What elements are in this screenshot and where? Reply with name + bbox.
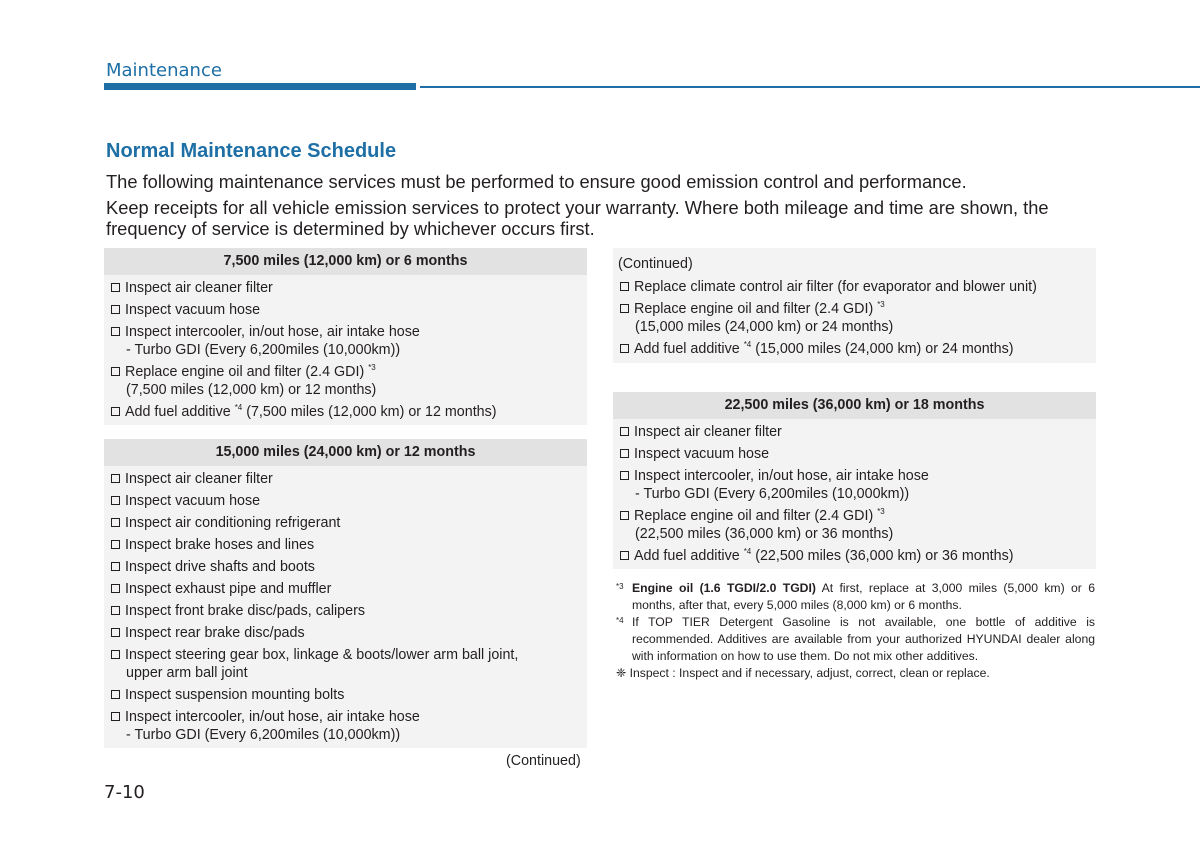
checkbox-icon [111, 606, 120, 615]
checkbox-icon [111, 474, 120, 483]
header-title: Maintenance [106, 60, 222, 81]
continued-heading: (Continued) [618, 256, 693, 272]
block-heading: 22,500 miles (36,000 km) or 18 months [613, 392, 1096, 419]
page-number: 7-10 [104, 782, 145, 803]
checklist-item: Inspect air cleaner filter [104, 468, 587, 490]
checkbox-icon [620, 551, 629, 560]
block-body [104, 275, 587, 425]
checklist-item: Inspect intercooler, in/out hose, air intake hose - Turbo GDI (Every 6,200miles (10,000km)) [104, 706, 587, 746]
checklist-item: Inspect vacuum hose [613, 443, 1096, 465]
section-title: Normal Maintenance Schedule [106, 140, 397, 162]
block-heading: 15,000 miles (24,000 km) or 12 months [104, 439, 587, 466]
checklist-item: Inspect intercooler, in/out hose, air intake hose - Turbo GDI (Every 6,200miles (10,000km)) [104, 321, 587, 361]
checklist-item: Inspect vacuum hose [104, 490, 587, 512]
footnotes [614, 580, 1095, 682]
checklist-item: Inspect vacuum hose [104, 299, 587, 321]
checkbox-icon [111, 628, 120, 637]
checkbox-icon [111, 584, 120, 593]
checklist-item: Add fuel additive $^{*4}$ (15,000 miles (24,000 km) or 24 months) [613, 338, 1096, 360]
checkbox-icon [620, 471, 629, 480]
checklist-item: Inspect air cleaner filter [613, 421, 1096, 443]
checklist-item: Replace engine oil and filter (2.4 GDI) $^{*3}$ (15,000 miles (24,000 km) or 24 months) [613, 298, 1096, 338]
intro-paragraph-1: The following maintenance services must be performed to ensure good emission control and performance. [106, 171, 967, 192]
checkbox-icon [620, 344, 629, 353]
checklist-item: Add fuel additive $^{*4}$ (7,500 miles (12,000 km) or 12 months) [104, 401, 587, 423]
schedule-block-continued [613, 248, 1096, 363]
checkbox-icon [111, 496, 120, 505]
checkbox-icon [111, 562, 120, 571]
checklist-item: Replace climate control air filter (for evaporator and blower unit) [613, 276, 1096, 298]
checkbox-icon [111, 690, 120, 699]
schedule-block-7500 [104, 248, 587, 425]
block-body [613, 419, 1096, 569]
checklist-item: Inspect air cleaner filter [104, 277, 587, 299]
checklist-item: Inspect drive shafts and boots [104, 556, 587, 578]
checklist-item: Inspect rear brake disc/pads [104, 622, 587, 644]
header-rule-thick [104, 83, 416, 90]
checkbox-icon [111, 407, 120, 416]
header-rule-thin [420, 86, 1200, 88]
checklist-item: Add fuel additive $^{*4}$ (22,500 miles (36,000 km) or 36 months) [613, 545, 1096, 567]
checklist-item: Inspect front brake disc/pads, calipers [104, 600, 587, 622]
checkbox-icon [620, 449, 629, 458]
checkbox-icon [111, 540, 120, 549]
checkbox-icon [620, 511, 629, 520]
checkbox-icon [620, 282, 629, 291]
checklist-item: Inspect intercooler, in/out hose, air intake hose - Turbo GDI (Every 6,200miles (10,000km)) [613, 465, 1096, 505]
checkbox-icon [111, 712, 120, 721]
block-body [104, 466, 587, 748]
checkbox-icon [111, 650, 120, 659]
intro-paragraph-2: Keep receipts for all vehicle emission services to protect your warranty. Where both mileage and time are shown, the frequency of service is determined by whichever occurs first. [106, 197, 1049, 239]
checklist-item: Inspect suspension mounting bolts [104, 684, 587, 706]
schedule-block-22500 [613, 392, 1096, 569]
checkbox-icon [111, 367, 120, 376]
checklist-item: Inspect air conditioning refrigerant [104, 512, 587, 534]
inspect-note: ❈ Inspect : Inspect and if necessary, adjust, correct, clean or replace. [616, 666, 990, 680]
footnote-4: *4 If TOP TIER Detergent Gasoline is not available, one bottle of additive is recommended. Additives are available from your authorized HYUNDAI dealer along with information on how to use them. Do not mix other additives. [616, 615, 1095, 663]
checklist-item: Inspect steering gear box, linkage & boots/lower arm ball joint, upper arm ball joint [104, 644, 587, 684]
continued-label: (Continued) [506, 753, 581, 769]
checkbox-icon [620, 304, 629, 313]
schedule-block-15000 [104, 439, 587, 748]
block-heading: 7,500 miles (12,000 km) or 6 months [104, 248, 587, 275]
checkbox-icon [111, 327, 120, 336]
checkbox-icon [111, 305, 120, 314]
checklist-item: Replace engine oil and filter (2.4 GDI) $^{*3}$ (7,500 miles (12,000 km) or 12 months) [104, 361, 587, 401]
checkbox-icon [620, 427, 629, 436]
checklist-item: Inspect brake hoses and lines [104, 534, 587, 556]
checklist-item: Inspect exhaust pipe and muffler [104, 578, 587, 600]
checkbox-icon [111, 283, 120, 292]
checkbox-icon [111, 518, 120, 527]
block-body [613, 248, 1096, 363]
checklist-item: Replace engine oil and filter (2.4 GDI) $^{*3}$ (22,500 miles (36,000 km) or 36 months) [613, 505, 1096, 545]
footnote-3: *3 Engine oil (1.6 TGDI/2.0 TGDI) At first, replace at 3,000 miles (5,000 km) or 6 months, after that, every 5,000 miles (8,000 km) or 6 months. [616, 581, 1095, 612]
